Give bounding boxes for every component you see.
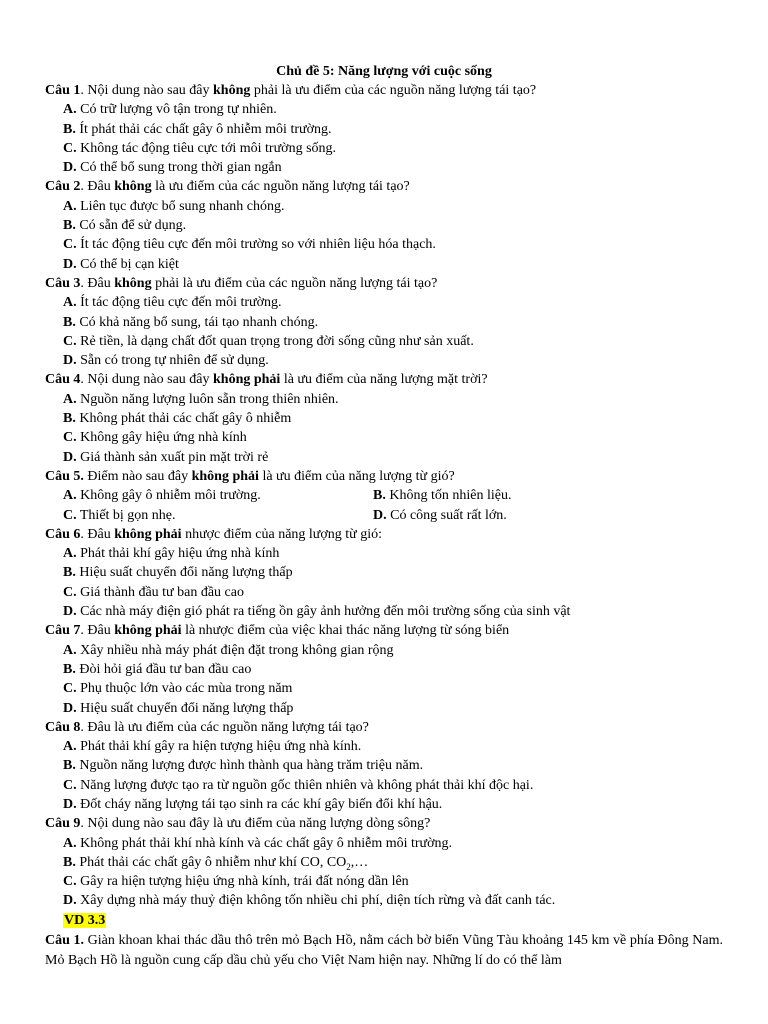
- answer-option: [45, 583, 723, 602]
- option-label: B.: [63, 411, 76, 427]
- option-row: [45, 506, 723, 525]
- question-stem: [45, 467, 723, 486]
- option-text: Không gây hiệu ứng nhà kính: [76, 430, 247, 446]
- option-text: Ít tác động tiêu cực đến môi trường.: [76, 295, 282, 311]
- answer-option: [45, 428, 723, 447]
- option-row: [45, 486, 723, 505]
- answer-option: [63, 486, 261, 505]
- option-text: Nguồn năng lượng được hình thành qua hàng trăm triệu năm.: [75, 758, 424, 774]
- option-label: D.: [63, 256, 77, 272]
- option-label: C.: [63, 681, 77, 697]
- option-label: A.: [63, 642, 77, 658]
- question-text: . Nội dung nào sau đây: [80, 83, 213, 98]
- option-label: D.: [63, 893, 77, 909]
- question-text: Điểm nào sau đây: [83, 468, 192, 484]
- question-stem: [45, 177, 723, 196]
- option-text: Có thể bị cạn kiệt: [76, 256, 179, 272]
- question-stem: [45, 525, 723, 544]
- question-text: là ưu điểm của năng lượng mặt trời?: [280, 372, 488, 388]
- question-text: . Đâu: [80, 179, 115, 195]
- question-emphasis: không phải: [191, 468, 259, 484]
- option-label: B.: [63, 565, 76, 581]
- option-text: Xây nhiều nhà máy phát điện đặt trong không gian rộng: [76, 642, 394, 658]
- option-text: Đòi hỏi giá đầu tư ban đầu cao: [75, 661, 252, 677]
- option-text: Không tốn nhiên liệu.: [385, 488, 512, 504]
- option-label: C.: [63, 777, 77, 793]
- option-text: Giá thành đầu tư ban đầu cao: [76, 584, 244, 600]
- answer-option: [45, 409, 723, 428]
- question-label: Câu 3: [45, 275, 81, 291]
- answer-option: [45, 158, 723, 177]
- answer-option: [45, 756, 723, 775]
- option-text: Năng lượng được tạo ra từ nguồn gốc thiên nhiên và không phát thải khí độc hại.: [76, 777, 534, 793]
- question-label: Câu 6: [45, 526, 81, 542]
- option-label: A.: [63, 835, 77, 851]
- option-label: A.: [63, 295, 77, 311]
- option-label: B.: [63, 661, 76, 677]
- question-stem: [45, 621, 723, 640]
- answer-option: [45, 737, 723, 756]
- answer-option: [45, 891, 723, 910]
- question-label: Câu 8: [45, 719, 81, 735]
- option-subscript: 2: [346, 861, 351, 872]
- answer-option: [45, 660, 723, 679]
- option-label: A.: [63, 739, 77, 755]
- answer-option: [63, 506, 176, 525]
- option-label: D.: [63, 353, 77, 369]
- question-text: . Đâu là ưu điểm của các nguồn năng lượng tái tạo?: [80, 719, 369, 735]
- question-emphasis: không: [114, 179, 152, 195]
- option-text: Không gây ô nhiễm môi trường.: [76, 488, 261, 504]
- option-label: C.: [63, 584, 77, 600]
- answer-option: [45, 602, 723, 621]
- option-text: Nguồn năng lượng luôn sẵn trong thiên nhiên.: [76, 391, 339, 407]
- section-label: VD 3.3: [64, 912, 106, 928]
- question-text: phải là ưu điểm của các nguồn năng lượng tái tạo?: [151, 275, 438, 291]
- answer-option: [45, 351, 723, 370]
- option-label: D.: [63, 449, 77, 465]
- option-text: Rẻ tiền, là dạng chất đốt quan trọng trong đời sống cũng như sản xuất.: [76, 333, 474, 349]
- question-label: Câu 7: [45, 623, 81, 639]
- question-label: Câu 2: [45, 179, 81, 195]
- question-emphasis: không phải: [114, 623, 182, 639]
- option-text: Các nhà máy điện gió phát ra tiếng ồn gây ảnh hưởng đến môi trường sống của sinh vật: [76, 604, 571, 620]
- option-text: Hiệu suất chuyển đổi năng lượng thấp: [76, 700, 294, 716]
- answer-option: [45, 390, 723, 409]
- question-text: là ưu điểm của năng lượng từ gió?: [258, 468, 455, 484]
- option-label: B.: [63, 218, 76, 234]
- answer-option: [45, 313, 723, 332]
- option-text: Hiệu suất chuyển đổi năng lượng thấp: [75, 565, 293, 581]
- option-label: B.: [63, 854, 76, 870]
- answer-option: [45, 834, 723, 853]
- option-text: Phát thải khí gây ra hiện tượng hiệu ứng nhà kính.: [76, 739, 362, 755]
- option-label: A.: [63, 546, 77, 562]
- question-label: Câu 1: [45, 83, 81, 98]
- answer-option: [45, 563, 723, 582]
- question-emphasis: không phải: [213, 372, 281, 388]
- option-text: Thiết bị gọn nhẹ.: [76, 507, 176, 523]
- option-text: Có sẵn để sử dụng.: [75, 218, 187, 234]
- question-list: [45, 81, 723, 971]
- question-stem: [45, 81, 723, 100]
- answer-option: [373, 506, 507, 525]
- option-text: Đốt cháy năng lượng tái tạo sinh ra các khí gây biến đổi khí hậu.: [76, 796, 443, 812]
- question-emphasis: không phải: [114, 526, 182, 542]
- answer-option: [373, 486, 511, 505]
- question-text: . Đâu: [80, 526, 115, 542]
- option-text: Có trữ lượng vô tận trong tự nhiên.: [76, 102, 277, 118]
- question-stem: [45, 718, 723, 737]
- answer-option: [45, 795, 723, 814]
- option-text: Xây dựng nhà máy thuỷ điện không tốn nhiều chi phí, diện tích rừng và đất canh tác.: [76, 893, 556, 909]
- answer-option: [45, 448, 723, 467]
- option-label: C.: [63, 430, 77, 446]
- answer-option: [45, 332, 723, 351]
- question-text: nhược điểm của năng lượng từ gió:: [181, 526, 383, 542]
- question-stem: [45, 274, 723, 293]
- question-text: là ưu điểm của các nguồn năng lượng tái tạo?: [151, 179, 410, 195]
- question-text: . Đâu: [80, 275, 115, 291]
- question-text: Giàn khoan khai thác dầu thô trên mỏ Bạch Hồ, nằm cách bờ biển Vũng Tàu khoảng 145 km về phía Đông Nam. Mỏ Bạch Hồ là nguồn cung cấp dầu chủ yếu cho Việt Nam hiện nay. Những lí do có thể làm: [45, 933, 723, 969]
- answer-option: [45, 139, 723, 158]
- option-label: C.: [63, 140, 77, 156]
- option-label: C.: [63, 507, 77, 523]
- option-label: D.: [373, 507, 387, 523]
- question-text: . Nội dung nào sau đây: [80, 372, 213, 388]
- answer-option: [45, 197, 723, 216]
- question-stem: [45, 370, 723, 389]
- answer-option: [45, 216, 723, 235]
- document-title: Chủ đề 5: Năng lượng với cuộc sống: [276, 64, 492, 79]
- option-label: D.: [63, 160, 77, 176]
- option-text: Không phát thải các chất gây ô nhiễm: [75, 411, 292, 427]
- section-question: [45, 931, 723, 971]
- answer-option: [45, 100, 723, 119]
- question-label: Câu 1.: [45, 933, 85, 949]
- option-text: Phụ thuộc lớn vào các mùa trong năm: [76, 681, 293, 697]
- question-text: . Nội dung nào sau đây là ưu điểm của năng lượng dòng sông?: [80, 816, 431, 832]
- option-text: Ít phát thải các chất gây ô nhiễm môi trường.: [75, 121, 332, 137]
- option-text: Sẵn có trong tự nhiên để sử dụng.: [76, 353, 269, 369]
- option-label: A.: [63, 391, 77, 407]
- option-label: C.: [63, 333, 77, 349]
- option-label: B.: [63, 121, 76, 137]
- option-text: Không tác động tiêu cực tới môi trường sống.: [76, 140, 337, 156]
- answer-option: [45, 120, 723, 139]
- option-text: Gây ra hiện tượng hiệu ứng nhà kính, trái đất nóng dần lên: [76, 874, 409, 890]
- option-label: D.: [63, 700, 77, 716]
- option-text-tail: ,…: [350, 854, 369, 870]
- option-text: Có công suất rất lớn.: [386, 507, 507, 523]
- question-label: Câu 9: [45, 816, 81, 832]
- option-label: B.: [63, 314, 76, 330]
- question-text: phải là ưu điểm của các nguồn năng lượng tái tạo?: [250, 83, 537, 98]
- question-text: là nhược điểm của việc khai thác năng lượng từ sóng biển: [181, 623, 510, 639]
- option-text: Có khả năng bổ sung, tái tạo nhanh chóng.: [75, 314, 319, 330]
- answer-option: [45, 872, 723, 891]
- option-text: Giá thành sản xuất pin mặt trời rẻ: [76, 449, 269, 465]
- question-label: Câu 4: [45, 372, 81, 388]
- option-text: Có thể bổ sung trong thời gian ngắn: [76, 160, 282, 176]
- answer-option: [45, 235, 723, 254]
- option-label: A.: [63, 198, 77, 214]
- answer-option: [45, 255, 723, 274]
- answer-option: [45, 679, 723, 698]
- option-text: Phát thải các chất gây ô nhiễm như khí CO, CO: [75, 854, 347, 870]
- question-emphasis: không: [213, 83, 251, 98]
- answer-option: [45, 853, 723, 872]
- option-label: B.: [63, 758, 76, 774]
- option-text: Ít tác động tiêu cực đến môi trường so với nhiên liệu hóa thạch.: [76, 237, 436, 253]
- option-text: Phát thải khí gây hiệu ứng nhà kính: [76, 546, 280, 562]
- option-label: D.: [63, 604, 77, 620]
- option-label: A.: [63, 488, 77, 504]
- option-label: C.: [63, 237, 77, 253]
- option-label: A.: [63, 102, 77, 118]
- option-text: Không phát thải khí nhà kính và các chất gây ô nhiễm môi trường.: [76, 835, 453, 851]
- answer-option: [45, 544, 723, 563]
- question-text: . Đâu: [80, 623, 115, 639]
- option-label: B.: [373, 488, 386, 504]
- option-label: D.: [63, 796, 77, 812]
- answer-option: [45, 293, 723, 312]
- answer-option: [45, 699, 723, 718]
- answer-option: [45, 776, 723, 795]
- question-emphasis: không: [114, 275, 152, 291]
- question-stem: [45, 814, 723, 833]
- option-text: Liên tục được bổ sung nhanh chóng.: [76, 198, 285, 214]
- question-label: Câu 5.: [45, 468, 84, 484]
- answer-option: [45, 641, 723, 660]
- section-heading-line: [45, 911, 723, 930]
- option-label: C.: [63, 874, 77, 890]
